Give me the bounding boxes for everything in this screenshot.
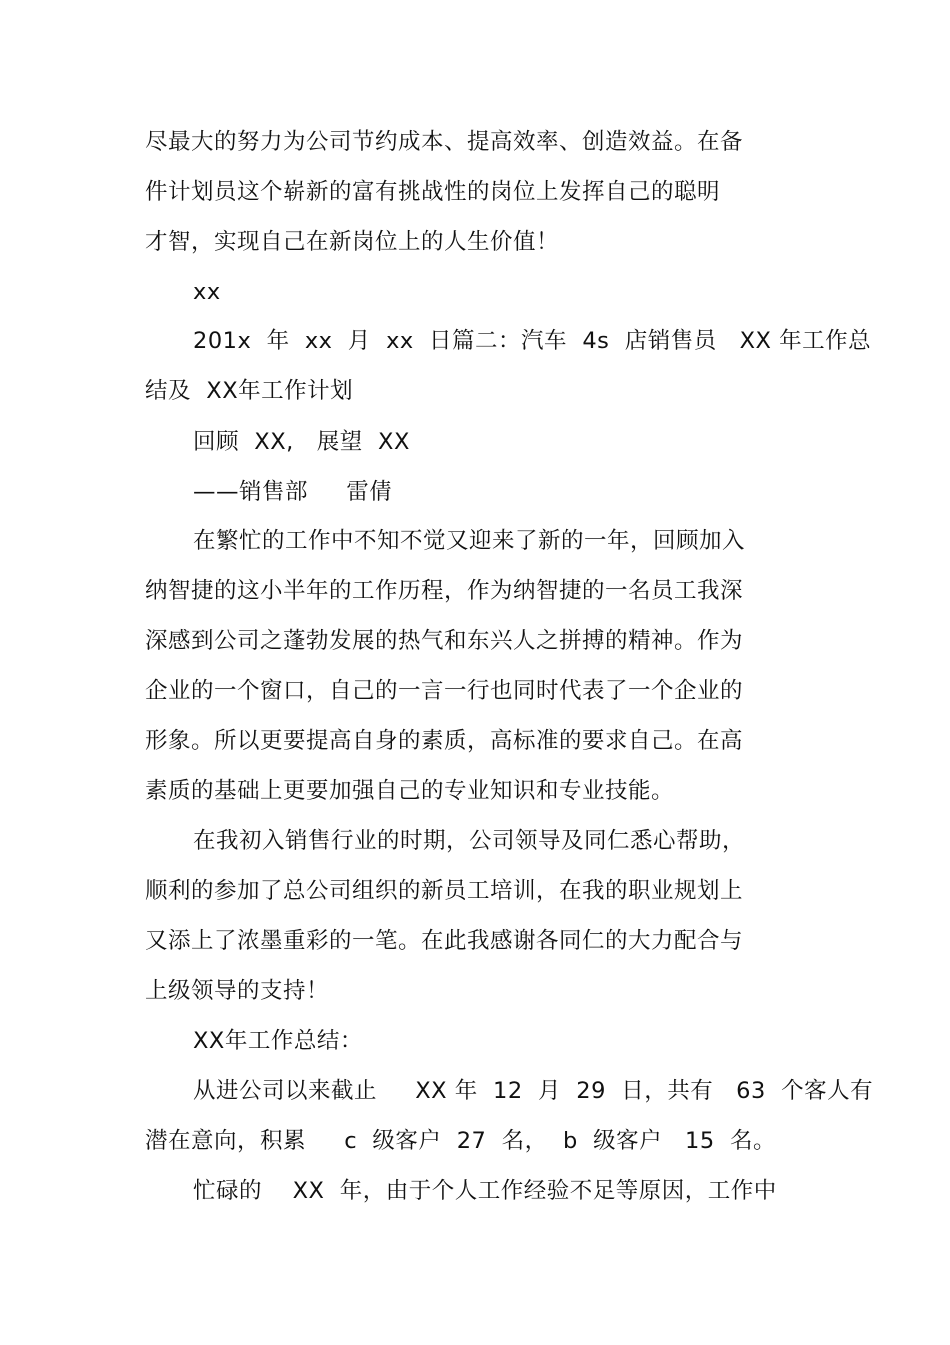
- paragraph-line: 潜在意向，积累 c 级客户 27 名， b 级客户 15 名。: [145, 1128, 776, 1154]
- paragraph-line: 形象。所以更要提高自身的素质，高标准的要求自己。在高: [145, 728, 744, 754]
- paragraph-line: 上级领导的支持！: [145, 978, 330, 1004]
- paragraph-line: 忙碌的 XX 年，由于个人工作经验不足等原因，工作中: [193, 1178, 777, 1204]
- paragraph-line: 从进公司以来截止 XX 年 12 月 29 日，共有 63 个客人有: [193, 1078, 874, 1104]
- paragraph-line: 在繁忙的工作中不知不觉又迎来了新的一年，回顾加入: [193, 528, 746, 554]
- paragraph-line: 才智，实现自己在新岗位上的人生价值！: [145, 229, 560, 255]
- subtitle-line: 回顾 XX, 展望 XX: [193, 429, 410, 455]
- author-line: ——销售部 雷倩: [193, 479, 393, 505]
- paragraph-line: 深感到公司之蓬勃发展的热气和东兴人之拼搏的精神。作为: [145, 628, 744, 654]
- paragraph-line: 顺利的参加了总公司组织的新员工培训，在我的职业规划上: [145, 878, 744, 904]
- signature-name: xx: [193, 279, 221, 305]
- paragraph-line: 素质的基础上更要加强自己的专业知识和专业技能。: [145, 778, 675, 804]
- paragraph-line: 在我初入销售行业的时期，公司领导及同仁悉心帮助，: [193, 828, 746, 854]
- paragraph-line: 纳智捷的这小半年的工作历程，作为纳智捷的一名员工我深: [145, 578, 744, 604]
- paragraph-line: 企业的一个窗口，自己的一言一行也同时代表了一个企业的: [145, 678, 744, 704]
- paragraph-line: 件计划员这个崭新的富有挑战性的岗位上发挥自己的聪明: [145, 179, 721, 205]
- section-heading: XX年工作总结：: [193, 1028, 363, 1054]
- paragraph-line: 又添上了浓墨重彩的一笔。在此我感谢各同仁的大力配合与: [145, 928, 744, 954]
- paragraph-line: 尽最大的努力为公司节约成本、提高效率、创造效益。在备: [145, 129, 744, 155]
- heading-line: 结及 XX年工作计划: [145, 378, 354, 404]
- date-heading-line: 201x 年 xx 月 xx 日篇二：汽车 4s 店销售员 XX 年工作总: [193, 328, 872, 354]
